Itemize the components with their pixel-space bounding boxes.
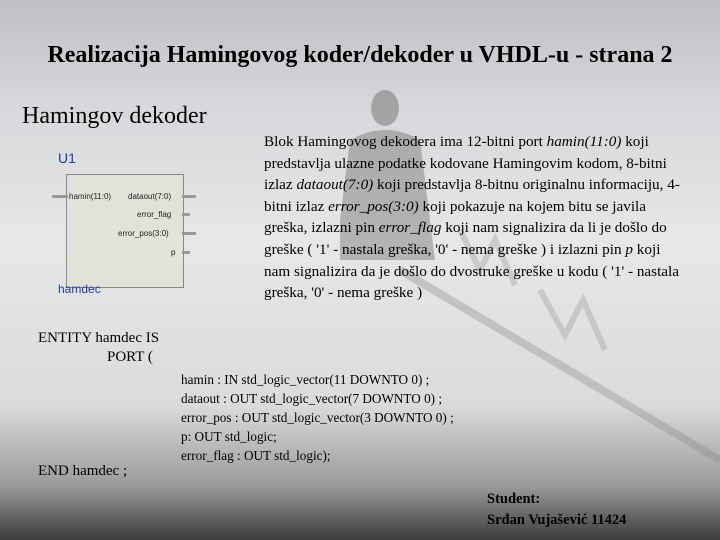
- code-end-line: END hamdec ;: [38, 463, 128, 479]
- pin-hamin: hamin(11:0): [69, 192, 112, 201]
- symbol-name: hamdec: [58, 282, 101, 296]
- desc-text-5: koji nam signalizira da li je došlo do greške ( '1' - nastala greška, '0' - nema greške ) i izlazni pin: [264, 219, 667, 258]
- desc-text-1: Blok Hamingovog dekodera ima 12-bitni port: [264, 133, 543, 150]
- code-line: error_pos : OUT std_logic_vector(3 DOWNTO 0) ;: [181, 410, 454, 425]
- student-credit: [487, 489, 626, 531]
- student-name: Srđan Vujašević 11424: [487, 512, 627, 528]
- pin-p: p: [171, 248, 176, 257]
- pin-error-pos: error_pos(3:0): [118, 229, 169, 238]
- desc-dataout: dataout(7:0): [296, 176, 374, 194]
- desc-text-3: koji predstavlja 8-bitnu originalnu informaciju, 4-bitni izlaz: [264, 176, 680, 215]
- desc-p: p: [625, 240, 633, 258]
- desc-error-pos: error_pos(3:0): [328, 197, 419, 215]
- code-line: p: OUT std_logic;: [181, 429, 277, 444]
- output-wire-1: [182, 195, 196, 198]
- desc-text-4: koji pokazuje na kojem bitu se javila greška, izlazni pin: [264, 197, 647, 237]
- student-label: Student:: [487, 491, 541, 507]
- slide-title: Realizacija Hamingovog koder/dekoder u VHDL-u - strana 2: [47, 42, 673, 68]
- slide-subtitle: Hamingov dekoder: [22, 103, 207, 129]
- code-line: dataout : OUT std_logic_vector(7 DOWNTO 0) ;: [181, 391, 443, 406]
- description-paragraph: [264, 131, 684, 304]
- code-line: error_flag : OUT std_logic);: [181, 448, 331, 463]
- pin-error-flag: error_flag: [137, 210, 172, 219]
- code-port-line: PORT (: [107, 349, 153, 365]
- desc-error-flag: error_flag: [378, 219, 442, 237]
- desc-text-2: koji predstavlja ulazne podatke kodovane Hamingovim kodom, 8-bitni izlaz: [264, 133, 667, 194]
- hamdec-symbol: [52, 150, 200, 300]
- output-wire-4: [182, 251, 190, 254]
- desc-text-6: koji nam signalizira da je došlo do dvostruke greške u kodu ( '1' - nastala greška, '0' - nema greške ): [264, 240, 680, 302]
- output-wire-2: [182, 213, 190, 216]
- code-port-list: [181, 370, 454, 465]
- input-wire: [52, 195, 68, 198]
- pin-dataout: dataout(7:0): [128, 192, 172, 201]
- code-entity-line: ENTITY hamdec IS: [38, 330, 160, 346]
- output-wire-3: [182, 232, 196, 235]
- instance-label: U1: [58, 150, 76, 166]
- code-line: hamin : IN std_logic_vector(11 DOWNTO 0) ;: [181, 372, 430, 387]
- desc-hamin: hamin(11:0): [546, 133, 622, 150]
